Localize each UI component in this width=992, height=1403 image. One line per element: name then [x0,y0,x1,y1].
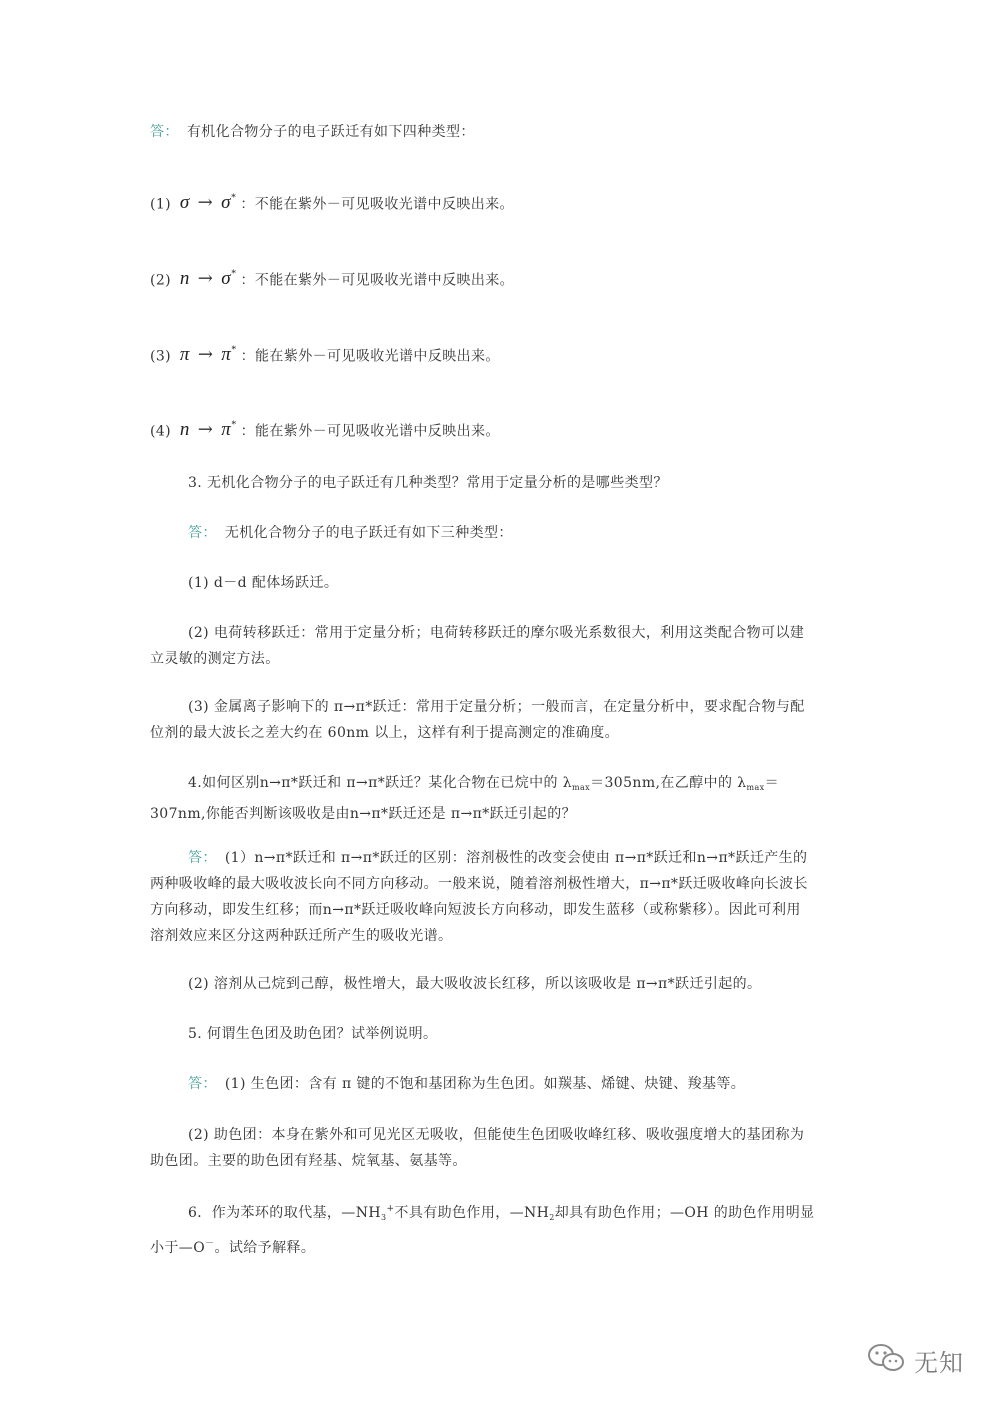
arrow-icon: → [197,344,214,366]
question-6-part-a: 6．作为苯环的取代基，—NH [188,1205,381,1221]
question-6-part-c: 却具有助色作用；—OH 的助色作用明显小于—O [150,1205,815,1256]
star-icon: * [230,193,237,204]
arrow-icon: → [197,268,214,290]
transition-number: (3) [150,348,172,365]
answer-3-intro-text: 无机化合物分子的电子跃迁有如下三种类型： [224,525,513,541]
star-icon: * [231,269,237,280]
answer-4-p1-text: (1）n→π*跃迁和 π→π*跃迁的区别：溶剂极性的改变会使由 π→π*跃迁和n→π*跃迁产生的两种吸收峰的最大吸收波长向不同方向移动。一般来说，随着溶剂极性增大，π→π*跃迁吸收峰向长波长方向移动，即发生红移；而n→π*跃迁吸收峰向短波长方向移动，即发生蓝移（或称紫移）。因此可利用溶剂效应来区分这两种跃迁所产生的吸收光谱。 [150,850,808,944]
arrow-icon: → [197,192,214,214]
answer-3-p3: (3) 金属离子影响下的 π→π*跃迁：常用于定量分析；一般而言，在定量分析中，要求配合物与配位剂的最大波长之差大约在 60nm 以上，这样有利于提高测定的准确度。 [150,699,805,741]
transition-desc: ：不能在紫外－可见吸收光谱中反映出来。 [240,196,514,213]
question-4 [150,770,820,827]
question-4-part-b: ＝305nm,在乙醇中的 λ [590,775,747,791]
transition-desc: ：能在紫外－可见吸收光谱中反映出来。 [240,348,500,365]
question-4-part-c: ＝307nm,你能否判断该吸收是由n→π*跃迁还是 π→π*跃迁引起的？ [150,775,779,822]
transition-number: (2) [150,272,172,289]
transition-item-1 [150,186,850,217]
answer-3-intro [188,520,888,546]
transition-number: (4) [150,423,172,440]
question-3: 3. 无机化合物分子的电子跃迁有几种类型？常用于定量分析的是哪些类型？ [188,475,668,491]
transition-item-3 [150,338,850,369]
transition-desc: ：不能在紫外－可见吸收光谱中反映出来。 [240,272,515,289]
transition-item-2 [150,262,850,293]
answer-3-p1: (1) d－d 配体场跃迁。 [188,575,339,591]
transition-to: σ [221,268,232,290]
answer-label: 答： [150,124,179,140]
answer-4-p2: (2) 溶剂从己烷到己醇，极性增大，最大吸收波长红移，所以该吸收是 π→π*跃迁引起的。 [188,976,762,992]
answer-intro-text: 有机化合物分子的电子跃迁有如下四种类型： [186,124,475,140]
question-5: 5. 何谓生色团及助色团？试举例说明。 [188,1026,438,1042]
answer-5-p1-text: (1) 生色团：含有 π 键的不饱和基团称为生色团。如羰基、烯键、炔键、羧基等。 [224,1076,746,1092]
transition-to: π [221,344,232,366]
answer-3-p2: (2) 电荷转移跃迁：常用于定量分析；电荷转移跃迁的摩尔吸光系数很大，利用这类配合物可以建立灵敏的测定方法。 [150,625,805,667]
wechat-icon [866,1342,906,1378]
question-6 [150,1196,820,1261]
answer-label: 答： [188,1076,217,1092]
answer-4-p1 [150,845,810,949]
nh3-subscript: 3 [380,1213,387,1222]
transition-desc: ：能在紫外－可见吸收光谱中反映出来。 [240,423,500,440]
transition-from: n [179,268,190,290]
transition-from: σ [179,192,190,214]
transition-item-4 [150,413,850,444]
nh3-charge: + [386,1204,395,1214]
question-6-part-b: 不具有助色作用，—NH [394,1205,550,1221]
question-6-part-d: 。试给予解释。 [214,1240,316,1256]
answer-intro [150,119,850,145]
nh2-subscript: 2 [549,1213,555,1222]
star-icon: * [231,420,237,431]
transition-to: σ [221,192,231,214]
transition-from: π [179,344,190,366]
o-charge: － [205,1239,215,1249]
lambda-max-subscript: max [572,783,591,792]
answer-5-p2: (2) 助色团：本身在紫外和可见光区无吸收，但能使生色团吸收峰红移、吸收强度增大的基团称为助色团。主要的助色团有羟基、烷氧基、氨基等。 [150,1127,805,1169]
watermark-text: 无知 [914,1348,964,1377]
watermark [866,1340,964,1380]
transition-to: π [221,419,232,441]
answer-label: 答： [188,525,217,541]
arrow-icon: → [197,419,214,441]
answer-label: 答： [188,850,217,866]
question-4-part-a: 4.如何区别n→π*跃迁和 π→π*跃迁？某化合物在已烷中的 λ [188,775,573,791]
transition-number: (1) [150,196,172,213]
answer-5-p1 [188,1071,888,1097]
star-icon: * [231,345,237,356]
transition-from: n [179,419,190,441]
lambda-max-subscript: max [746,783,765,792]
